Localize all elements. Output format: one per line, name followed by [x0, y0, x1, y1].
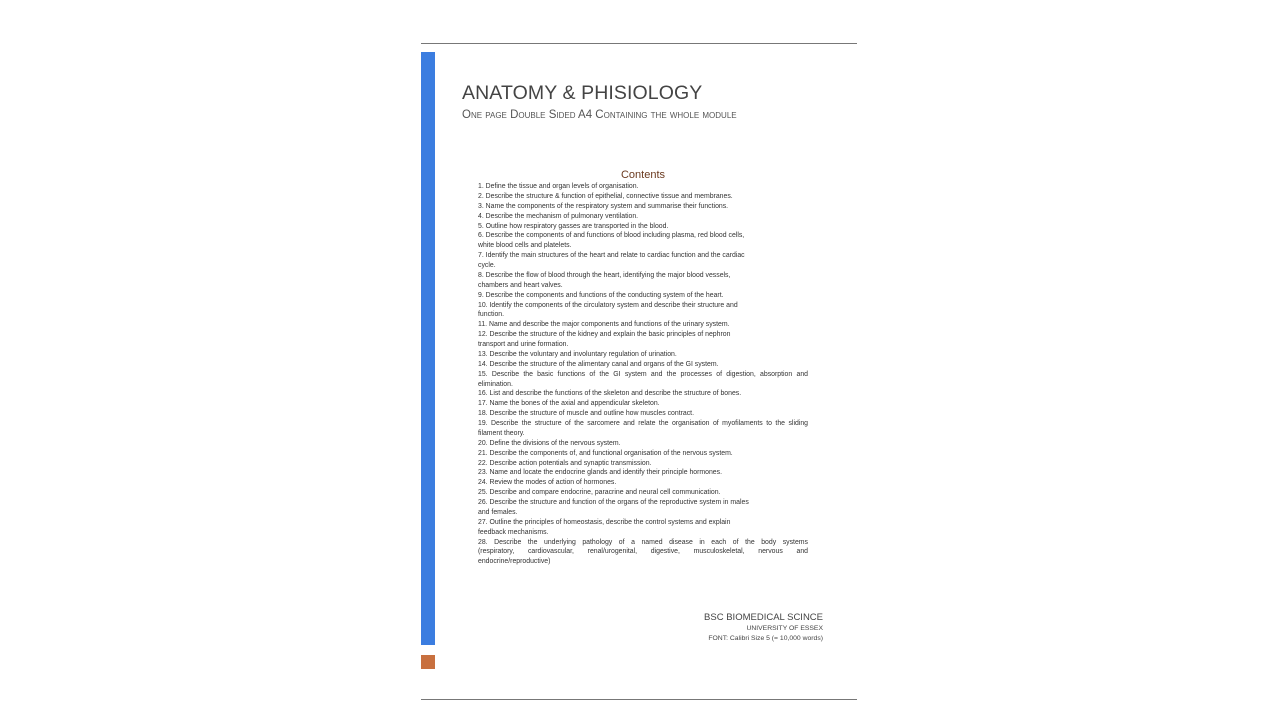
contents-item — [478, 291, 808, 301]
contents-item-line: 14. Describe the structure of the alimentary canal and organs of the GI system. — [478, 360, 719, 368]
contents-item — [478, 231, 808, 251]
contents-item — [478, 301, 808, 321]
contents-item — [478, 389, 808, 399]
contents-item-line: 26. Describe the structure and function of the organs of the reproductive system in males — [478, 499, 749, 506]
contents-item-line: 22. Describe action potentials and synaptic transmission. — [478, 459, 652, 467]
contents-item-line: 15. Describe the basic functions of the GI system and the processes of digestion, absorption and — [478, 370, 808, 378]
contents-item-line: 7. Identify the main structures of the heart and relate to cardiac function and the cardiac — [478, 252, 745, 260]
contents-item-line: 1. Define the tissue and organ levels of organisation. — [478, 183, 639, 190]
contents-item — [478, 370, 808, 390]
document-title: ANATOMY & PHISIOLOGY — [462, 82, 703, 104]
contents-item-line: 12. Describe the structure of the kidney and explain the basic principles of nephron — [478, 331, 731, 339]
contents-item-line: 16. List and describe the functions of the skeleton and describe the structure of bones. — [478, 390, 742, 398]
contents-item-line: 2. Describe the structure & function of epithelial, connective tissue and membranes. — [478, 192, 733, 200]
contents-item-line: 4. Describe the mechanism of pulmonary ventilation. — [478, 212, 639, 220]
contents-item-line: 24. Review the modes of action of hormones. — [478, 479, 617, 487]
contents-item-line: 23. Name and locate the endocrine glands and identify their principle hormones. — [478, 469, 723, 477]
contents-item — [478, 192, 808, 202]
document-subtitle: One page Double Sided A4 Containing the whole module — [462, 109, 737, 121]
contents-item-line: and females. — [478, 508, 518, 516]
contents-item — [478, 538, 808, 568]
contents-item-line: filament theory. — [478, 429, 525, 437]
contents-item-line: feedback mechanisms. — [478, 528, 549, 536]
contents-item-line: chambers and heart valves. — [478, 281, 563, 289]
contents-item — [478, 320, 808, 330]
contents-list — [478, 182, 808, 567]
contents-item-line: 18. Describe the structure of muscle and outline how muscles contract. — [478, 410, 695, 418]
contents-item-line: white blood cells and platelets. — [478, 242, 572, 250]
university-name: UNIVERSITY OF ESSEX — [746, 625, 823, 632]
contents-item-line: 3. Name the components of the respiratory system and summarise their functions. — [478, 202, 729, 210]
contents-item — [478, 222, 808, 232]
contents-item-line: endocrine/reproductive) — [478, 558, 551, 566]
contents-heading: Contents — [620, 169, 666, 181]
footer — [704, 611, 823, 643]
contents-item — [478, 330, 808, 350]
contents-item-line: cycle. — [478, 262, 496, 269]
contents-item-line: elimination. — [478, 380, 513, 388]
contents-item-line: 28. Describe the underlying pathology of a named disease in each of the body systems — [478, 538, 808, 546]
contents-item — [478, 468, 808, 478]
accent-sidebar-bar — [421, 52, 435, 645]
contents-item — [478, 251, 808, 271]
accent-square — [421, 655, 435, 669]
contents-item-line: 10. Identify the components of the circulatory system and describe their structure and — [478, 301, 738, 309]
contents-item — [478, 399, 808, 409]
contents-item-line: 13. Describe the voluntary and involuntary regulation of urination. — [478, 350, 677, 358]
contents-item-line: 21. Describe the components of, and functional organisation of the nervous system. — [478, 449, 733, 457]
contents-item — [478, 360, 808, 370]
contents-item — [478, 478, 808, 488]
contents-item-line: transport and urine formation. — [478, 341, 569, 348]
contents-item-line: 27. Outline the principles of homeostasis, describe the control systems and explain — [478, 518, 731, 526]
contents-item-line: 19. Describe the structure of the sarcomere and relate the organisation of myofilaments to the sliding — [478, 420, 808, 427]
contents-item — [478, 498, 808, 518]
contents-item — [478, 271, 808, 291]
contents-item — [478, 518, 808, 538]
contents-item-line: 20. Define the divisions of the nervous system. — [478, 439, 621, 447]
contents-item-line: 8. Describe the flow of blood through the heart, identifying the major blood vessels, — [478, 271, 731, 279]
course-name: BSC BIOMEDICAL SCINCE — [704, 612, 823, 623]
contents-item — [478, 419, 808, 439]
contents-item — [478, 409, 808, 419]
contents-item — [478, 459, 808, 469]
contents-item-line: 25. Describe and compare endocrine, paracrine and neural cell communication. — [478, 489, 721, 497]
bottom-rule — [421, 699, 857, 700]
contents-item-line: 6. Describe the components of and functions of blood including plasma, red blood cells, — [478, 232, 745, 240]
contents-item — [478, 182, 808, 192]
contents-item-line: function. — [478, 311, 505, 319]
contents-item-line: 17. Name the bones of the axial and appendicular skeleton. — [478, 400, 660, 408]
contents-item — [478, 439, 808, 449]
contents-item-line: 5. Outline how respiratory gasses are transported in the blood. — [478, 222, 669, 230]
contents-item — [478, 449, 808, 459]
contents-item — [478, 350, 808, 360]
top-rule — [421, 43, 857, 44]
contents-item-line: 9. Describe the components and functions of the conducting system of the heart. — [478, 291, 724, 299]
contents-item — [478, 212, 808, 222]
contents-item — [478, 488, 808, 498]
contents-item — [478, 202, 808, 212]
font-note: FONT: Calibri Size 5 (= 10,000 words) — [708, 634, 823, 642]
contents-item-line: 11. Name and describe the major components and functions of the urinary system. — [478, 321, 730, 329]
contents-item-line: (respiratory, cardiovascular, renal/urogenital, digestive, musculoskeletal, nervous and — [478, 548, 808, 556]
